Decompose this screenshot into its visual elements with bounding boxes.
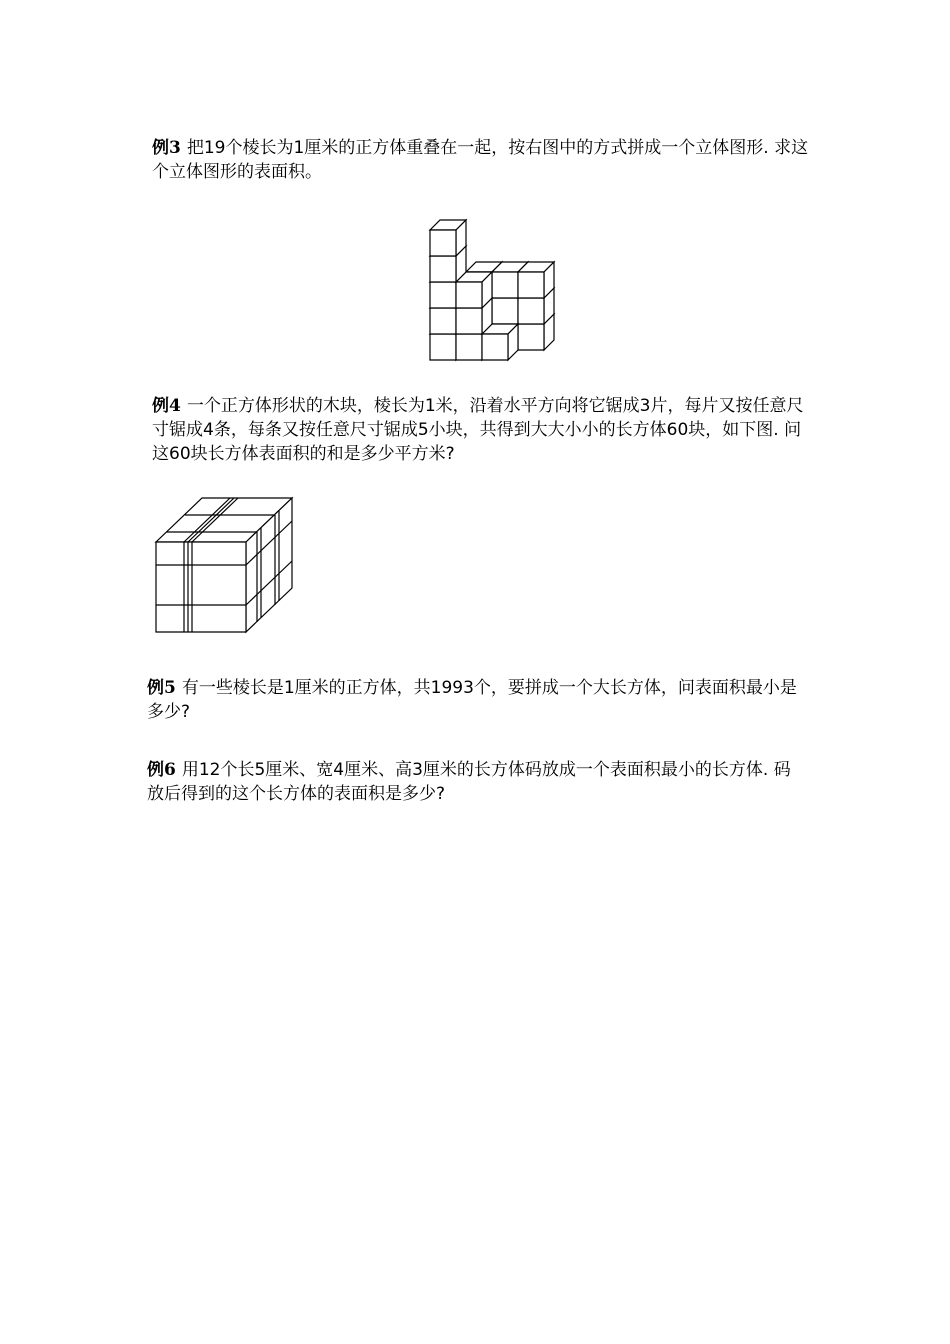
problem-text: 把19个棱长为1厘米的正方体重叠在一起，按右图中的方式拼成一个立体图形. 求这个立体图形的表面积。: [152, 138, 809, 182]
problem-label: 例6: [147, 760, 176, 780]
problem-example-6: [147, 758, 807, 806]
problem-label: 例3: [152, 138, 181, 158]
cube-front-face: [518, 272, 544, 298]
cuboid-front-face: [156, 542, 246, 632]
cube-front-face: [430, 256, 456, 282]
cube-front-face: [482, 334, 508, 360]
stacked-cubes-figure: [420, 198, 550, 368]
cube-front-face: [492, 272, 518, 298]
cube-front-face: [430, 282, 456, 308]
sawn-cube-figure: [148, 492, 298, 637]
problem-example-5: [147, 676, 807, 724]
problem-text: 一个正方体形状的木块，棱长为1米，沿着水平方向将它锯成3片，每片又按任意尺寸锯成4条，每条又按任意尺寸锯成5小块，共得到大大小小的长方体60块，如下图. 问这60块长方体表面积的和是多少平方米?: [152, 396, 804, 464]
cube-front-face: [492, 298, 518, 324]
cube-front-face: [456, 334, 482, 360]
problem-label: 例4: [152, 396, 181, 416]
cube-front-face: [456, 308, 482, 334]
problem-example-4: [152, 394, 812, 466]
problem-label: 例5: [147, 678, 176, 698]
cube-front-face: [430, 308, 456, 334]
cube-front-face: [430, 230, 456, 256]
cube-front-face: [456, 282, 482, 308]
cube-front-face: [430, 334, 456, 360]
cube-front-face: [518, 298, 544, 324]
problem-text: 有一些棱长是1厘米的正方体，共1993个，要拼成一个大长方体，问表面积最小是多少?: [147, 678, 797, 722]
problem-text: 用12个长5厘米、宽4厘米、高3厘米的长方体码放成一个表面积最小的长方体. 码放后得到的这个长方体的表面积是多少?: [147, 760, 791, 804]
problem-example-3: [152, 136, 812, 184]
cube-front-face: [518, 324, 544, 350]
